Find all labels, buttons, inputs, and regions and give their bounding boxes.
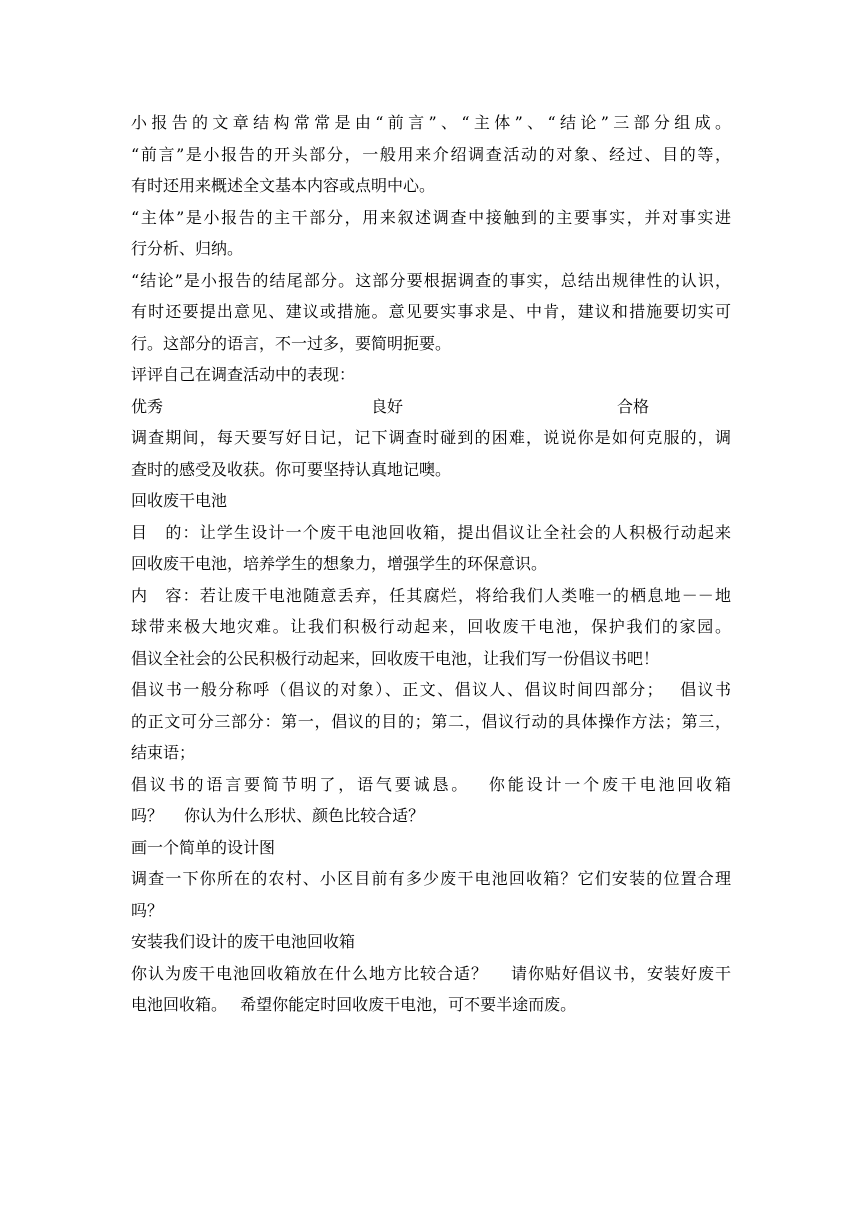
- text-line: 的正文可分三部分：第一，倡议的目的；第二，倡议行动的具体操作方法；第三，: [131, 711, 731, 731]
- text-line: 倡议书的语言要简节明了，语气要诚恳。 你能设计一个废干电池回收箱: [131, 774, 731, 794]
- text-line: 评评自己在调查活动中的表现：: [131, 365, 356, 384]
- document-body: [131, 107, 731, 1021]
- text-line: 倡议全社会的公民积极行动起来，回收废干电池，让我们写一份倡议书吧！: [131, 648, 660, 668]
- text-line: 电池回收箱。 希望你能定时回收废干电池，可不要半途而废。: [131, 995, 577, 1014]
- text-line: 行。这部分的语言，不一过多，要简明扼要。: [131, 333, 452, 353]
- rating-options: [131, 391, 731, 423]
- text-line: 吗？: [131, 900, 164, 920]
- text-line: 小报告的文章结构常常是由“前言”、“主体”、“结论”三部分组成。: [131, 113, 731, 132]
- text-line: 目 的：让学生设计一个废干电池回收箱，提出倡议让全社会的人积极行动起来: [131, 522, 731, 542]
- rating-excellent: 优秀: [131, 396, 164, 416]
- text-line: 调查期间，每天要写好日记，记下调查时碰到的困难，说说你是如何克服的，调: [131, 428, 731, 447]
- text-line: 内 容：若让废干电池随意丢弃，任其腐烂，将给我们人类唯一的栖息地－－地: [131, 585, 731, 605]
- text-line: “结论”是小报告的结尾部分。这部分要根据调查的事实，总结出规律性的认识，: [131, 270, 731, 290]
- text-line: “主体”是小报告的主干部分，用来叙述调查中接触到的主要事实，并对事实进: [131, 207, 731, 227]
- text-line: 你认为废干电池回收箱放在什么地方比较合适？ 请你贴好倡议书，安装好废干: [131, 963, 731, 983]
- text-line: 回收废干电池，培养学生的想象力，增强学生的环保意识。: [131, 554, 548, 573]
- text-line: 球带来极大地灾难。让我们积极行动起来，回收废干电池，保护我们的家园。: [131, 617, 731, 636]
- text-line: 吗？ 你认为什么形状、颜色比较合适？: [131, 806, 425, 825]
- section-heading: 安装我们设计的废干电池回收箱: [131, 932, 356, 951]
- rating-pass: 合格: [617, 396, 650, 416]
- text-line: 行分析、归纳。: [131, 239, 244, 258]
- text-line: 查时的感受及收获。你可要坚持认真地记噢。: [131, 459, 452, 479]
- text-line: 有时还用来概述全文基本内容或点明中心。: [131, 176, 436, 195]
- section-heading: 回收废干电池: [131, 491, 228, 510]
- text-line: 画一个简单的设计图: [131, 837, 276, 857]
- text-line: 有时还要提出意见、建议或措施。意见要实事求是、中肯，建议和措施要切实可: [131, 302, 731, 321]
- text-line: 结束语；: [131, 743, 196, 762]
- rating-good: 良好: [371, 396, 404, 416]
- text-line: 调查一下你所在的农村、小区目前有多少废干电池回收箱？它们安装的位置合理: [131, 869, 731, 888]
- text-line: “前言”是小报告的开头部分，一般用来介绍调查活动的对象、经过、目的等，: [131, 144, 731, 164]
- text-line: 倡议书一般分称呼（倡议的对象）、正文、倡议人、倡议时间四部分； 倡议书: [131, 680, 731, 699]
